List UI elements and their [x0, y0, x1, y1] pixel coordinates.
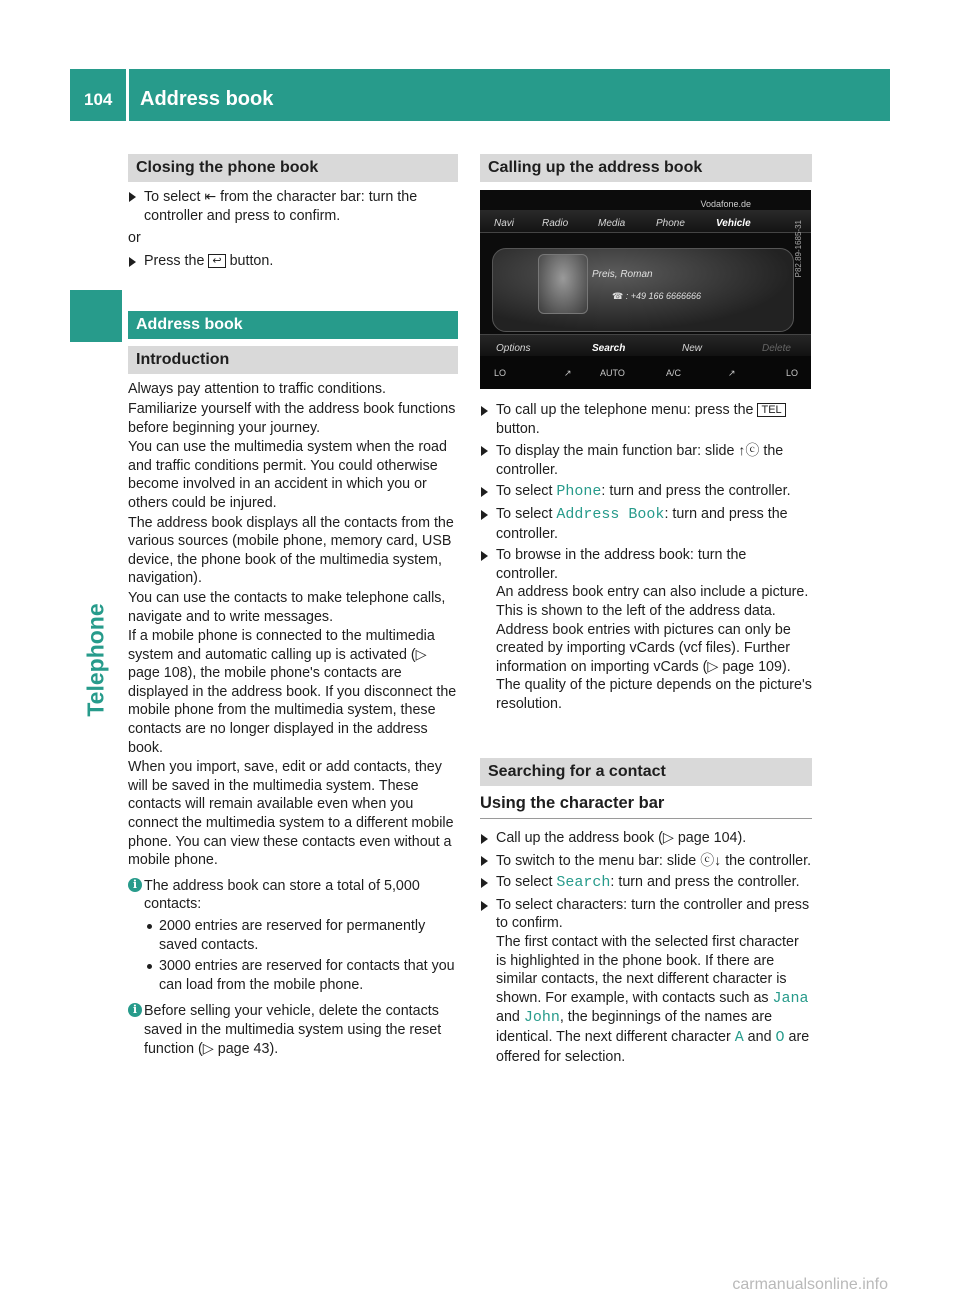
contact-name: Preis, Roman — [592, 269, 653, 280]
address-book-screenshot — [480, 190, 811, 389]
page-title: Address book — [140, 88, 274, 110]
screen-statusbar — [480, 356, 811, 389]
func-search: Search — [574, 340, 643, 363]
or-text: or — [128, 230, 141, 247]
step-select-search: To select Search: turn and press the controller. — [480, 873, 812, 893]
step-arrow-icon — [129, 257, 136, 267]
status-auto: AUTO — [600, 368, 625, 378]
intro-paragraph-5: You can use the contacts to make telephone calls, navigate and to write messages. — [128, 589, 446, 625]
step-main-function-bar: To display the main function bar: slide ↑ⓒ the controller. — [480, 441, 812, 479]
step-select-phone: To select Phone: turn and press the controller. — [480, 482, 812, 502]
right-column — [480, 154, 812, 1066]
subheading-character-bar: Using the character bar — [480, 794, 812, 820]
side-tab-label: Telephone — [82, 603, 109, 717]
step-select-back: To select ⇤ from the character bar: turn the controller and press to confirm. — [128, 187, 458, 225]
menu-phone: Phone — [656, 218, 685, 229]
bullet-dot-icon — [147, 964, 152, 969]
info-note-capacity: i The address book can store a total of 5,000 contacts: — [128, 877, 458, 914]
back-symbol-icon: ⇤ — [204, 188, 217, 204]
status-lo-left: LO — [494, 368, 507, 378]
image-code: P82.89-1685-31 — [794, 220, 804, 278]
tel-key-icon: TEL — [757, 403, 785, 417]
status-lo-right: LO — [786, 368, 799, 378]
slide-up-controller-icon: ↑ⓒ — [738, 442, 760, 459]
side-tab-block — [70, 290, 122, 342]
step-arrow-icon — [481, 487, 488, 497]
section-heading-calling: Calling up the address book — [480, 154, 812, 182]
step-call-address-book: Call up the address book (▷ page 104). — [480, 829, 812, 848]
bullet-permanent: 2000 entries are reserved for permanently saved contacts. — [128, 917, 458, 954]
screen-function-bar — [480, 334, 811, 357]
step-call-menu: To call up the telephone menu: press the TEL button. — [480, 401, 812, 438]
step-arrow-icon — [481, 834, 488, 844]
step-arrow-icon — [481, 510, 488, 520]
menu-media: Media — [598, 218, 626, 229]
step-arrow-icon — [481, 406, 488, 416]
step-press-back: Press the ↩ button. — [128, 252, 458, 271]
status-fan-right: ↗ — [728, 368, 736, 378]
section-heading-searching: Searching for a contact — [480, 758, 812, 786]
step-arrow-icon — [481, 551, 488, 561]
section-heading-introduction: Introduction — [128, 346, 458, 374]
header-divider — [126, 69, 129, 121]
menu-vehicle: Vehicle — [716, 218, 751, 229]
info-icon: i — [128, 1003, 142, 1017]
status-fan-left: ↗ — [564, 368, 572, 378]
intro-paragraph-7: When you import, save, edit or add contacts, they will be saved in the multimedia system. These contacts will remain available even when you connect the multimedia system to a different mobile phone. You can view these contacts even without a mobile phone. — [128, 759, 454, 869]
step-browse: To browse in the address book: turn the controller. An address book entry can also include a picture. This is shown to the left of the address data. Address book entries with pictures can only be created by importing vCards (vcf files). Further information on importing vCards (▷ page 109). The quality of the picture depends on the picture's resolution. — [480, 546, 812, 713]
contact-number: ☎ : +49 166 6666666 — [612, 291, 702, 301]
menu-radio: Radio — [542, 218, 569, 229]
func-delete: Delete — [762, 343, 791, 354]
step-arrow-icon — [481, 901, 488, 911]
left-column — [128, 154, 458, 1058]
slide-down-controller-icon: ⓒ↓ — [700, 851, 722, 868]
step-arrow-icon — [129, 192, 136, 202]
provider-label: Vodafone.de — [700, 199, 751, 209]
intro-paragraph-4: The address book displays all the contacts from the various sources (mobile phone, memory card, USB device, the phone book of the multimedia system, navigation). — [128, 514, 454, 587]
footer-watermark: carmanualsonline.info — [732, 1276, 888, 1293]
step-arrow-icon — [481, 856, 488, 866]
bullet-dot-icon — [147, 924, 152, 929]
section-heading-closing: Closing the phone book — [128, 154, 458, 182]
chapter-heading-address-book: Address book — [128, 311, 458, 339]
step-select-address-book: To select Address Book: turn and press the controller. — [480, 505, 812, 543]
step-select-characters: To select characters: turn the controller and press to confirm. The first contact with the selected first character is highlighted in the phone book. If there are similar contacts, the next different character is shown. For example, with contacts such as Jana and John, the beginnings of the names are identical. The next different character A and O are offered for selection. — [480, 896, 812, 1066]
step-arrow-icon — [481, 878, 488, 888]
bullet-mobile: 3000 entries are reserved for contacts that you can load from the mobile phone. — [128, 957, 458, 994]
step-switch-menu-bar: To switch to the menu bar: slide ⓒ↓ the controller. — [480, 851, 812, 871]
intro-paragraph-3: You can use the multimedia system when the road and traffic conditions permit. You could otherwise become involved in an accident in which you or others could be injured. — [128, 439, 447, 511]
contact-photo — [538, 254, 588, 314]
func-new: New — [682, 343, 703, 354]
info-note-reset: i Before selling your vehicle, delete the contacts saved in the multimedia system using the reset function (▷ page 43). — [128, 1002, 458, 1058]
page-number: 104 — [84, 90, 113, 109]
intro-paragraph-6: If a mobile phone is connected to the multimedia system and automatic calling up is activated (▷ page 108), the mobile phone's contacts are displayed in the address book. If you disconnect the mobile phone from the multimedia system, these contacts are no longer displayed in the address book. — [128, 628, 457, 756]
step-arrow-icon — [481, 446, 488, 456]
intro-paragraph-2: Familiarize yourself with the address book functions before beginning your journey. — [128, 400, 456, 436]
back-button-icon: ↩ — [208, 254, 225, 268]
screen-menubar — [480, 210, 811, 233]
status-ac: A/C — [666, 368, 682, 378]
info-icon: i — [128, 878, 142, 892]
func-options: Options — [496, 343, 531, 354]
screen-topbar — [480, 190, 811, 210]
intro-paragraph-1: Always pay attention to traffic conditions. — [128, 381, 387, 398]
menu-navi: Navi — [494, 218, 515, 229]
